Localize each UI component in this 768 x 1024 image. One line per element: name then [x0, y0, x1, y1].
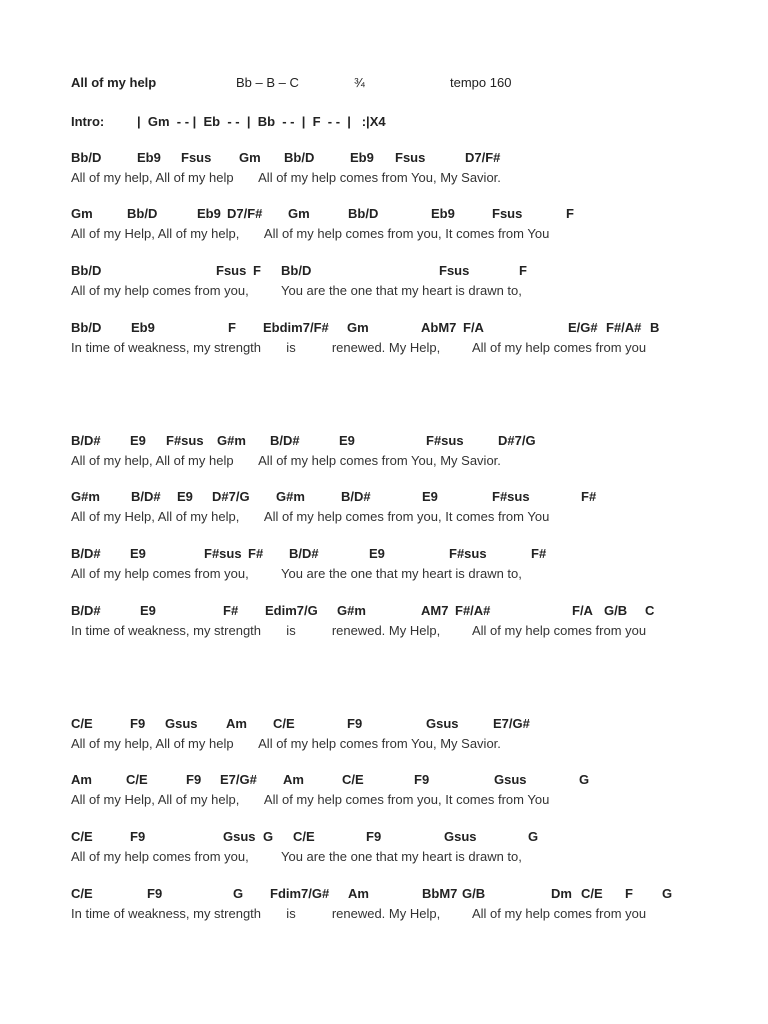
- tempo: tempo 160: [450, 75, 512, 90]
- chord: B/D#: [71, 433, 101, 448]
- chord: B: [650, 320, 660, 335]
- chord: F#sus: [426, 433, 464, 448]
- chord: C/E: [71, 716, 93, 731]
- chord: D#7/G: [498, 433, 536, 448]
- chord: E9: [130, 546, 146, 561]
- chord: Bb/D: [71, 263, 102, 278]
- chord: Gsus: [494, 772, 527, 787]
- chord: Gm: [239, 150, 261, 165]
- chord: F: [625, 886, 633, 901]
- chord: B/D#: [341, 489, 371, 504]
- chord: F#: [248, 546, 264, 561]
- chord: Gm: [288, 206, 310, 221]
- chord: B/D#: [71, 603, 101, 618]
- chord: F#sus: [449, 546, 487, 561]
- chord: G/B: [462, 886, 486, 901]
- chord: Bb/D: [284, 150, 315, 165]
- chord: F9: [186, 772, 202, 787]
- chord: F9: [366, 829, 382, 844]
- chord: C/E: [273, 716, 295, 731]
- chord: Eb9: [431, 206, 455, 221]
- chord: Gsus: [223, 829, 256, 844]
- chord: F: [519, 263, 527, 278]
- lyric-line: All of my help comes from you, You are the one that my heart is drawn to,: [71, 849, 522, 864]
- chord: C/E: [71, 886, 93, 901]
- chord: Bb/D: [127, 206, 158, 221]
- lyric-line: All of my help, All of my help All of my help comes from You, My Savior.: [71, 453, 501, 468]
- chord: E9: [422, 489, 438, 504]
- chord: F9: [130, 829, 146, 844]
- chord: E9: [369, 546, 385, 561]
- chord: Ebdim7/F#: [263, 320, 329, 335]
- chord: F9: [347, 716, 363, 731]
- chord: F9: [130, 716, 146, 731]
- intro-label: Intro:: [71, 114, 105, 129]
- chord: Fsus: [395, 150, 426, 165]
- chord: AbM7: [421, 320, 457, 335]
- chord: Bb/D: [71, 150, 102, 165]
- chord: Edim7/G: [265, 603, 318, 618]
- chord: F/A: [572, 603, 593, 618]
- chord: B/D#: [289, 546, 319, 561]
- chord: B/D#: [71, 546, 101, 561]
- chord: Fsus: [216, 263, 247, 278]
- chord: BbM7: [422, 886, 458, 901]
- chord: Bb/D: [281, 263, 312, 278]
- chord: Eb9: [131, 320, 155, 335]
- lyric-line: All of my Help, All of my help, All of my help comes from you, It comes from You: [71, 226, 550, 241]
- chord: Gm: [347, 320, 369, 335]
- chord: Gsus: [426, 716, 459, 731]
- chord: Am: [348, 886, 369, 901]
- chord: G: [579, 772, 590, 787]
- chord: F#: [223, 603, 239, 618]
- chord: F9: [147, 886, 163, 901]
- chord: F: [566, 206, 574, 221]
- intro-chart: | Gm - - | Eb - - | Bb - - | F - - | :|X4: [137, 114, 386, 129]
- lyric-line: All of my Help, All of my help, All of my help comes from you, It comes from You: [71, 509, 550, 524]
- chord: F#sus: [492, 489, 530, 504]
- chord: Dm: [551, 886, 572, 901]
- chord: Bb/D: [71, 320, 102, 335]
- chord: D7/F#: [227, 206, 263, 221]
- chord: E9: [140, 603, 156, 618]
- chord: E9: [339, 433, 355, 448]
- chord: AM7: [421, 603, 449, 618]
- chord: F#/A#: [606, 320, 642, 335]
- chord: C/E: [71, 829, 93, 844]
- chord: F#sus: [204, 546, 242, 561]
- chord: F#: [581, 489, 597, 504]
- lyric-line: All of my help, All of my help All of my help comes from You, My Savior.: [71, 170, 501, 185]
- chord: Fsus: [439, 263, 470, 278]
- chord: F9: [414, 772, 430, 787]
- chord: C/E: [342, 772, 364, 787]
- lyric-line: All of my help comes from you, You are the one that my heart is drawn to,: [71, 566, 522, 581]
- lyric-line: In time of weakness, my strength is renewed. My Help, All of my help comes from you: [71, 906, 647, 921]
- chord: Am: [226, 716, 247, 731]
- chord: F: [228, 320, 236, 335]
- song-title: All of my help: [71, 75, 157, 90]
- chord: G: [662, 886, 673, 901]
- chord: F/A: [463, 320, 484, 335]
- chord: E7/G#: [220, 772, 257, 787]
- lyric-line: All of my help, All of my help All of my help comes from You, My Savior.: [71, 736, 501, 751]
- chord: Gsus: [165, 716, 198, 731]
- chord: Bb/D: [348, 206, 379, 221]
- chord: Fdim7/G#: [270, 886, 330, 901]
- chord: F#sus: [166, 433, 204, 448]
- chord: G#m: [217, 433, 246, 448]
- chord: B/D#: [131, 489, 161, 504]
- chord: G#m: [337, 603, 366, 618]
- chord: G#m: [71, 489, 100, 504]
- chord: E7/G#: [493, 716, 530, 731]
- lyric-line: In time of weakness, my strength is renewed. My Help, All of my help comes from you: [71, 623, 647, 638]
- chord: Am: [71, 772, 92, 787]
- lyric-line: All of my help comes from you, You are the one that my heart is drawn to,: [71, 283, 522, 298]
- chord: E9: [130, 433, 146, 448]
- chord: C/E: [126, 772, 148, 787]
- chord: F#/A#: [455, 603, 491, 618]
- chord: Fsus: [181, 150, 212, 165]
- chord: G/B: [604, 603, 628, 618]
- chord: Am: [283, 772, 304, 787]
- chord: E9: [177, 489, 193, 504]
- chord: Gsus: [444, 829, 477, 844]
- chord: C: [645, 603, 655, 618]
- chord: D#7/G: [212, 489, 250, 504]
- chord: F#: [531, 546, 547, 561]
- chord: Gm: [71, 206, 93, 221]
- lyric-line: All of my Help, All of my help, All of my help comes from you, It comes from You: [71, 792, 550, 807]
- time-signature: ¾: [354, 75, 365, 90]
- chord: G: [263, 829, 274, 844]
- chord: G: [233, 886, 244, 901]
- key-progression: Bb – B – C: [236, 75, 299, 90]
- chord: Fsus: [492, 206, 523, 221]
- chord: G#m: [276, 489, 305, 504]
- chord: Eb9: [350, 150, 374, 165]
- chord: B/D#: [270, 433, 300, 448]
- chord: G: [528, 829, 539, 844]
- lyric-line: In time of weakness, my strength is renewed. My Help, All of my help comes from you: [71, 340, 647, 355]
- chord: C/E: [293, 829, 315, 844]
- chord: E/G#: [568, 320, 598, 335]
- chord: Eb9: [197, 206, 221, 221]
- chord: C/E: [581, 886, 603, 901]
- chord: Eb9: [137, 150, 161, 165]
- chord: F: [253, 263, 261, 278]
- chord: D7/F#: [465, 150, 501, 165]
